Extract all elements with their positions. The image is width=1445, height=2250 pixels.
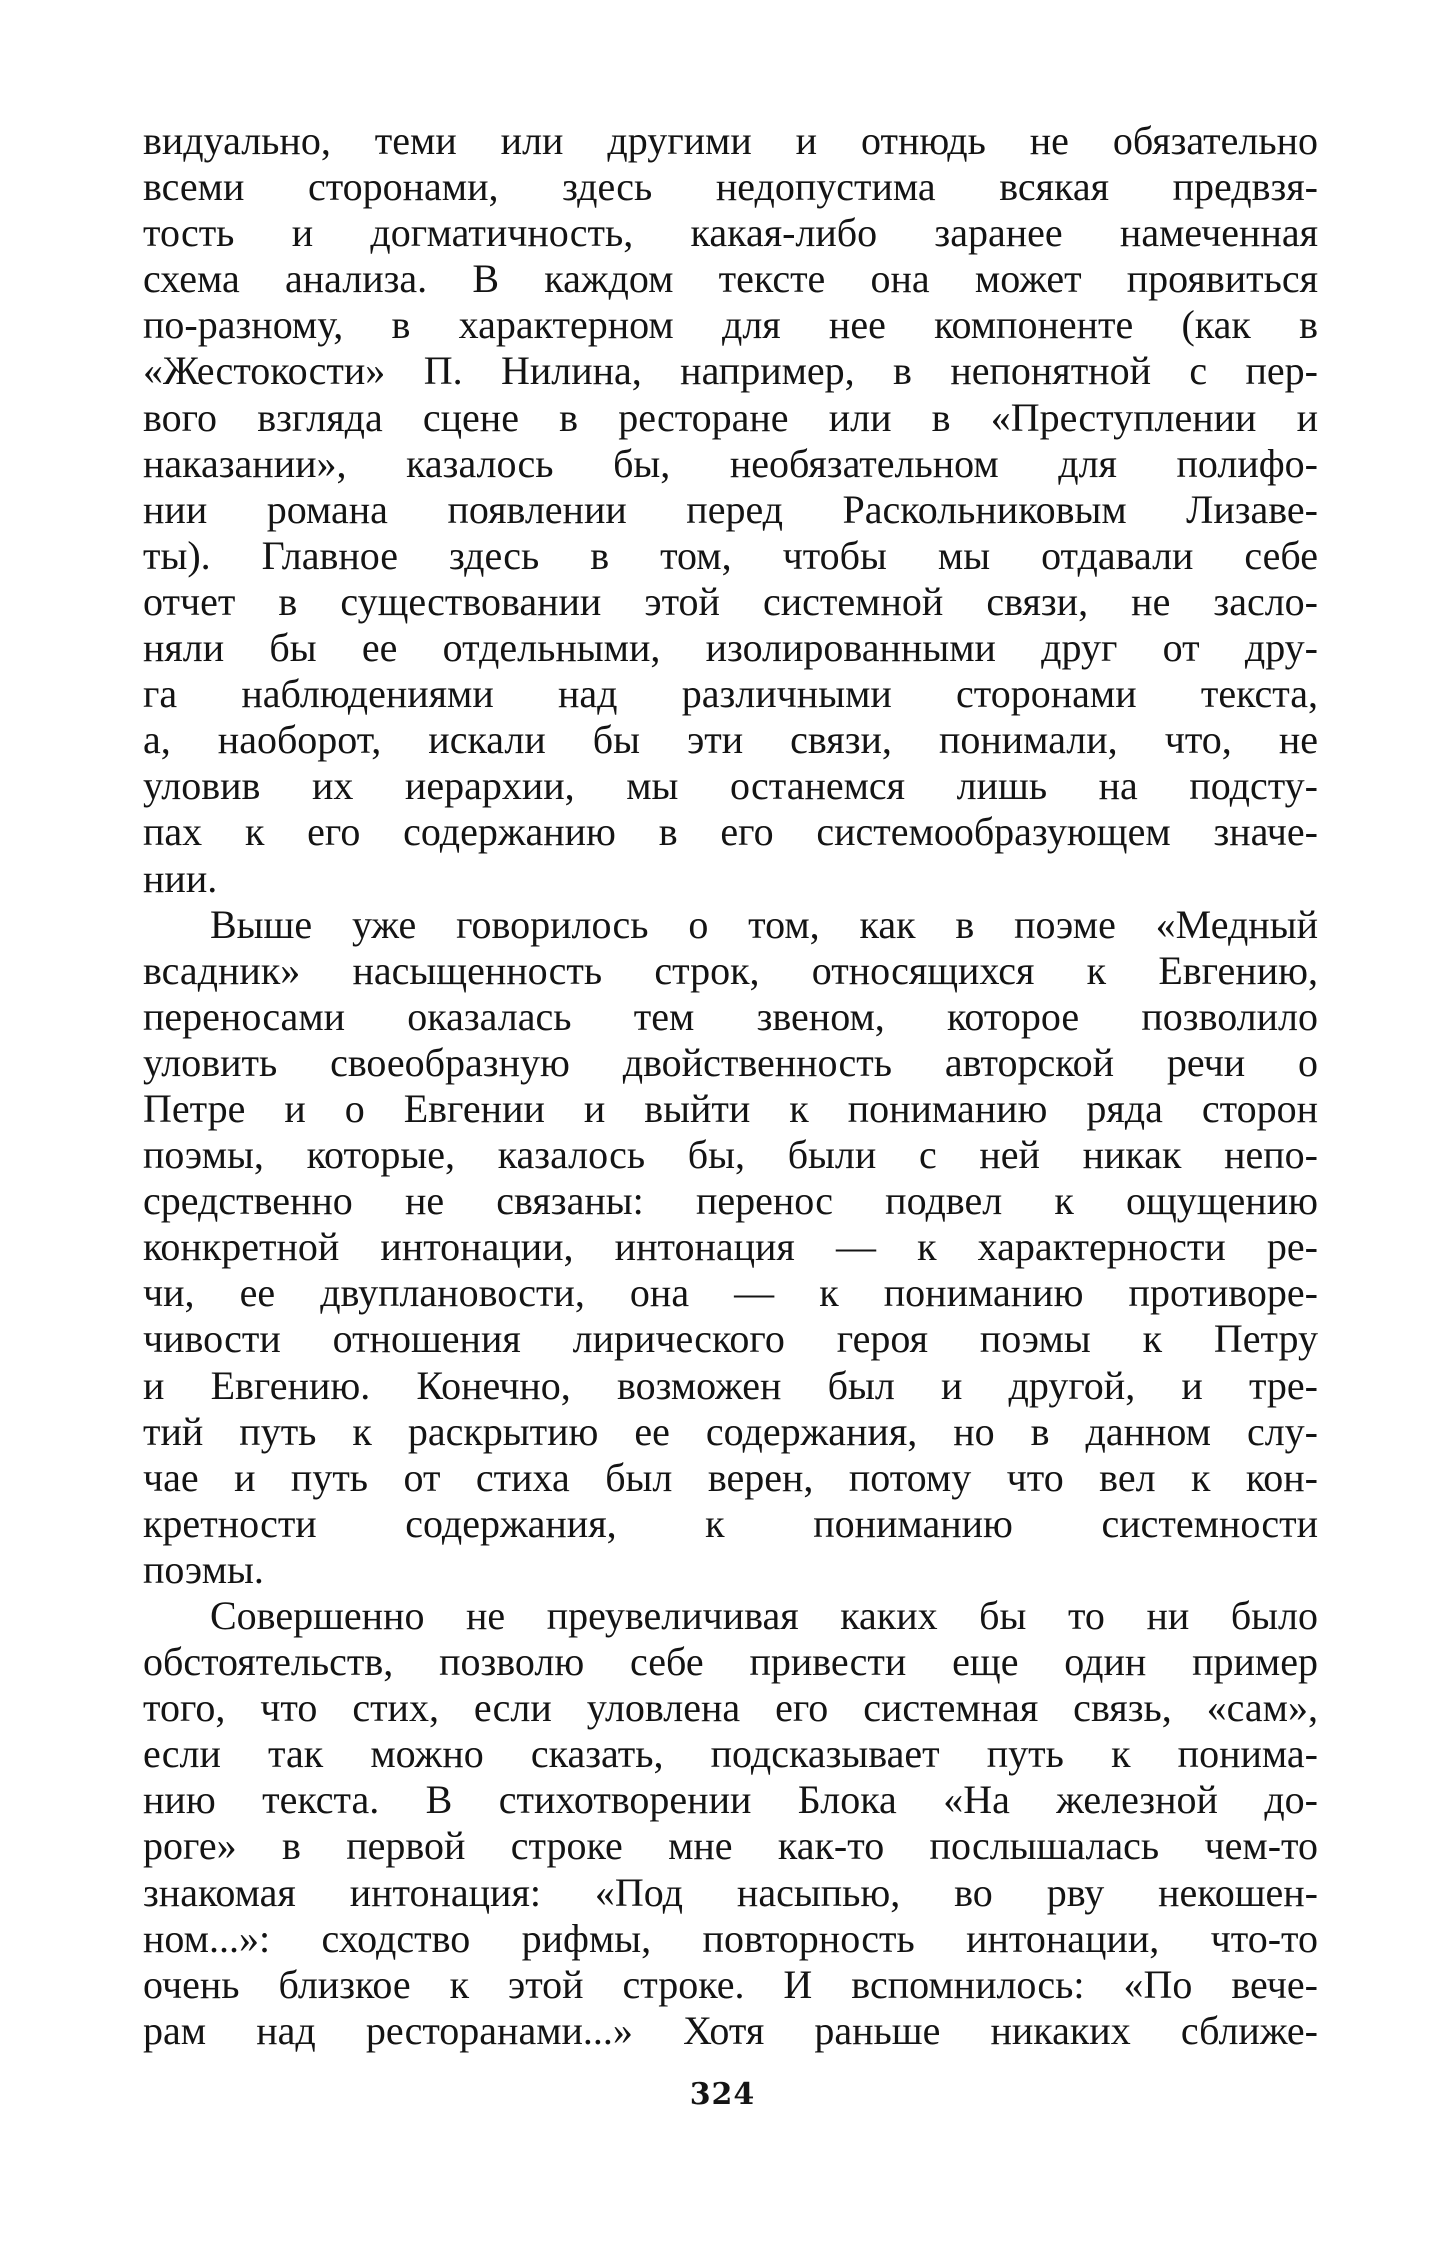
text-line: отчет в существовании этой системной связи, не засло- — [143, 578, 1318, 624]
text-line: пах к его содержанию в его системообразующем значе- — [143, 809, 1318, 855]
page-number: 324 — [689, 2077, 756, 2112]
text-line: няли бы ее отдельными, изолированными друг от дру- — [143, 625, 1318, 671]
text-line: Выше уже говорилось о том, как в поэме «Медный — [210, 901, 1318, 947]
text-line: Совершенно не преувеличивая каких бы то ни было — [210, 1593, 1318, 1638]
text-line: наказании», казалось бы, необязательном для полифо- — [143, 440, 1318, 486]
text-line: того, что стих, если уловлена его системная связь, «сам», — [143, 1685, 1318, 1731]
text-line: обстоятельств, позволю себе привести еще один пример — [143, 1639, 1318, 1685]
text-line: ном...»: сходство рифмы, повторность интонации, что-то — [143, 1915, 1318, 1961]
text-line: поэмы. — [143, 1546, 264, 1592]
text-line: знакомая интонация: «Под насыпью, во рву некошен- — [143, 1869, 1318, 1915]
text-line: чи, ее двуплановости, она — к пониманию противоре- — [143, 1270, 1318, 1316]
text-line: роге» в первой строке мне как-то послышалась чем-то — [143, 1823, 1318, 1869]
text-line: если так можно сказать, подсказывает путь к понима- — [143, 1731, 1318, 1777]
paragraph — [143, 902, 1318, 1593]
text-line: очень близкое к этой строке. И вспомнилось: «По вече- — [143, 1961, 1318, 2007]
text-line: средственно не связаны: перенос подвел к ощущению — [143, 1178, 1318, 1224]
text-line: нию текста. В стихотворении Блока «На железной до- — [143, 1777, 1318, 1823]
text-line: всеми сторонами, здесь недопустима всякая предвзя- — [143, 164, 1318, 210]
text-line: кретности содержания, к пониманию системности — [143, 1500, 1318, 1546]
text-line: тий путь к раскрытию ее содержания, но в данном слу- — [143, 1408, 1318, 1454]
text-line: уловив их иерархии, мы останемся лишь на подсту- — [143, 763, 1318, 809]
text-line: чае и путь от стиха был верен, потому что вел к кон- — [143, 1454, 1318, 1500]
text-line: и Евгению. Конечно, возможен был и другой, и тре- — [143, 1362, 1318, 1408]
text-line: переносами оказалась тем звеном, которое позволило — [143, 993, 1318, 1039]
text-line: Петре и о Евгении и выйти к пониманию ряда сторон — [143, 1085, 1318, 1131]
text-line: «Жестокости» П. Нилина, например, в непонятной с пер- — [143, 348, 1318, 394]
text-line: тость и догматичность, какая-либо заранее намеченная — [143, 210, 1318, 256]
paragraph — [143, 118, 1318, 902]
text-line: всадник» насыщенность строк, относящихся к Евгению, — [143, 947, 1318, 993]
text-line: нии романа появлении перед Раскольниковым Лизаве- — [143, 486, 1318, 532]
text-line: схема анализа. В каждом тексте она может проявиться — [143, 256, 1318, 302]
text-line: а, наоборот, искали бы эти связи, понимали, что, не — [143, 717, 1318, 763]
text-line: га наблюдениями над различными сторонами текста, — [143, 671, 1318, 717]
text-line: уловить своеобразную двойственность авторской речи о — [143, 1039, 1318, 1085]
page-body — [143, 118, 1318, 2054]
text-line: вого взгляда сцене в ресторане или в «Преступлении и — [143, 394, 1318, 440]
text-line: по-разному, в характерном для нее компоненте (как в — [143, 302, 1318, 348]
text-line: конкретной интонации, интонация — к характерности ре- — [143, 1224, 1318, 1270]
paragraph — [143, 1593, 1318, 2054]
text-line: рам над ресторанами...» Хотя раньше никаких сближе- — [143, 2007, 1318, 2053]
text-line: ты). Главное здесь в том, чтобы мы отдавали себе — [143, 532, 1318, 578]
text-line: нии. — [143, 855, 218, 901]
text-line: видуально, теми или другими и отнюдь не обязательно — [143, 118, 1318, 163]
text-line: чивости отношения лирического героя поэмы к Петру — [143, 1316, 1318, 1362]
text-line: поэмы, которые, казалось бы, были с ней никак непо- — [143, 1132, 1318, 1178]
